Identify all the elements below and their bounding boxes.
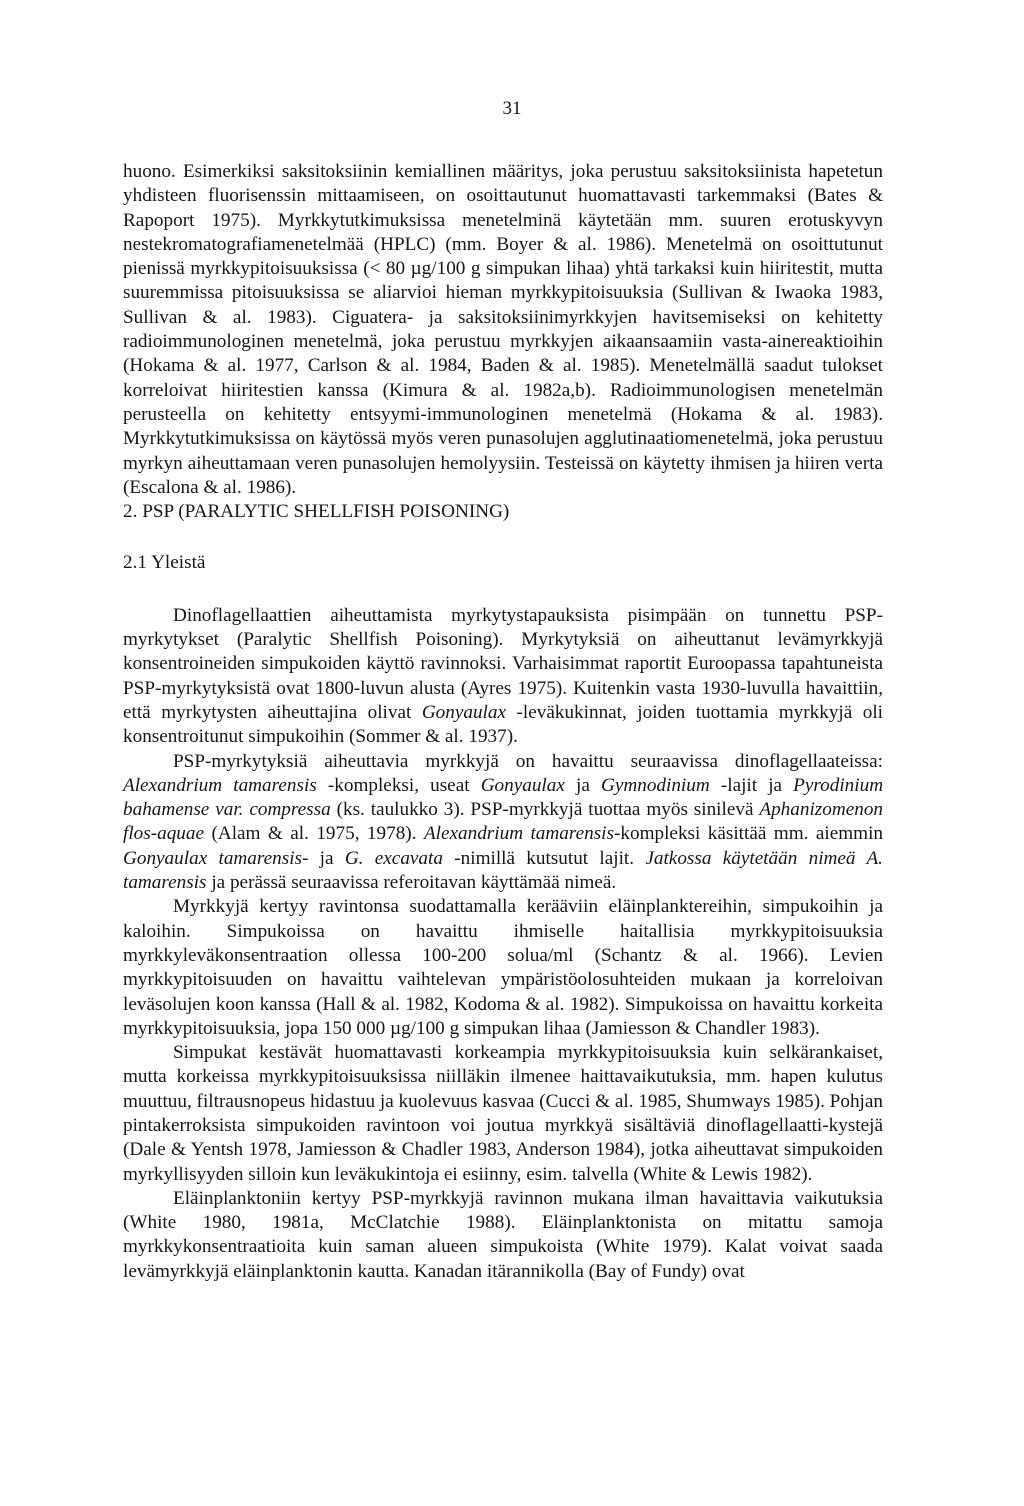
paragraph-text: ja [576, 774, 590, 796]
species-name: Pyrodinium bahamense var. compressa [123, 774, 884, 821]
paragraph-text: -nimillä kutsutut lajit. [454, 847, 635, 869]
document-body [123, 160, 883, 1284]
species-name: Jatkossa käytetään nimeä A. tamarensis [123, 847, 883, 894]
paragraph-text: Dinoflagellaattien aiheuttamista myrkytystapauksista pisimpään on tunnettu PSP-myrkytykset (Paralytic Shellfish Poisoning). Myrkytyksiä on aiheuttanut levämyrkkyjä konsentroineiden simpukoiden käyttö ravinnoksi. Varhaisimmat raportit Euroopassa tapahtuneista PSP-myrkytyksistä ovat 1800-luvun alusta (Ayres 1975). Kuitenkin vasta 1930-luvulla havaittiin, että myrkytysten aiheuttajina olivat [123, 604, 883, 723]
species-name: G. excavata [344, 847, 443, 869]
paragraph-text: -leväkukinnat, joiden tuottamia myrkkyjä oli konsentroitunut simpukoihin (Sommer & al. 1937). [123, 701, 884, 748]
paragraph-text: (Alam & al. 1975, 1978). [211, 823, 417, 845]
species-name: Gonyaulax [421, 701, 507, 723]
paragraph-accumulation: Myrkkyjä kertyy ravintonsa suodattamalla kerääviin eläinplanktereihin, simpukoihin ja kaloihin. Simpukoissa on havaittu ihmiselle haitallisia myrkkypitoisuuksia myrkkyleväkonsentraation ollessa 100-200 solua/ml (Schantz & al. 1966). Levien myrkkypitoisuuden on havaittu vaihtelevan ympäristöolosuhteiden mukaan ja korreloivan leväsolujen koon kanssa (Hall & al. 1982, Kodoma & al. 1982). Simpukoissa on havaittu korkeita myrkkypitoisuuksia, jopa 150 000 µg/100 g simpukan lihaa (Jamiesson & Chandler 1983). [123, 896, 883, 1039]
paragraph-text: -kompleksi, useat [327, 774, 470, 796]
paragraph-text: - ja [302, 847, 334, 869]
paragraph-continued: huono. Esimerkiksi saksitoksiinin kemiallinen määritys, joka perustuu saksitoksiinista hapetetun yhdisteen fluorisenssin mittaamiseen, on osoittautunut huomattavasti tarkemmaksi (Bates & Rapoport 1975). Myrkkytutkimuksissa menetelminä käytetään mm. suuren erotuskyvyn nestekromatografiamenetelmää (HPLC) (mm. Boyer & al. 1986). Menetelmä on osoittutunut pienissä myrkkypitoisuuksissa (< 80 µg/100 g simpukan lihaa) yhtä tarkaksi kuin hiiritestit, mutta suuremmissa pitoisuuksissa se aliarvioi hieman myrkkypitoisuuksia (Sullivan & Iwaoka 1983, Sullivan & al. 1983). Ciguatera- ja saksitoksiinimyrkkyjen havitsemiseksi on kehitetty radioimmunologinen menetelmä, joka perustuu myrkkyjen aikaansaamiin vasta-ainereaktioihin (Hokama & al. 1977, Carlson & al. 1984, Baden & al. 1985). Menetelmällä saadut tulokset korreloivat hiiritestien kanssa (Kimura & al. 1982a,b). Radioimmunologisen menetelmän perusteella on kehitetty entsyymi-immunologinen menetelmä (Hokama & al. 1983). Myrkkytutkimuksissa on käytössä myös veren punasolujen agglutinaatiomenetelmä, joka perustuu myrkyn aiheuttamaan veren punasolujen hemolyysiin. Testeissä on käytetty ihmisen ja hiiren verta (Escalona & al. 1986). [123, 161, 883, 498]
subsection-heading: 2.1 Yleistä [123, 552, 206, 574]
species-name: Alexandrium tamarensis [423, 823, 614, 845]
paragraph-shellfish: Simpukat kestävät huomattavasti korkeampia myrkkypitoisuuksia kuin selkärankaiset, mutta korkeissa myrkkypitoisuuksissa niilläkin ilmenee haittavaikutuksia, mm. hapen kulutus muuttuu, filtrausnopeus hidastuu ja kuolevuus kasvaa (Cucci & al. 1985, Shumways 1985). Pohjan pintakerroksista simpukoiden ravintoon voi joutua myrkkyä sisältäviä dinoflagellaatti-kystejä (Dale & Yentsh 1978, Jamiesson & Chadler 1983, Anderson 1984), jotka aiheuttavat simpukoiden myrkyllisyyden silloin kun leväkukintoja ei esiinny, esim. talvella (White & Lewis 1982). [123, 1042, 883, 1185]
paragraph-text: -lajit ja [720, 774, 783, 796]
paragraph-zooplankton: Eläinplanktoniin kertyy PSP-myrkkyjä ravinnon mukana ilman havaittavia vaikutuksia (White 1980, 1981a, McClatchie 1988). Eläinplanktonista on mitattu samoja myrkkykonsentraatioita kuin saman alueen simpukoista (White 1979). Kalat voivat saada levämyrkkyjä eläinplanktonin kautta. Kanadan itärannikolla (Bay of Fundy) ovat [123, 1187, 883, 1282]
paragraph-intro [123, 604, 883, 750]
species-name: Gonyaulax [480, 774, 565, 796]
species-name: Alexandrium tamarensis [123, 774, 317, 796]
paragraph-species [123, 750, 883, 896]
species-name: Gonyaulax tamarensis [123, 847, 302, 869]
paragraph-text: (ks. taulukko 3). PSP-myrkkyjä tuottaa myös sinilevä [336, 799, 754, 821]
section-heading: 2. PSP (PARALYTIC SHELLFISH POISONING) [123, 501, 510, 523]
paragraph-text: -kompleksi käsittää mm. aiemmin [614, 823, 884, 845]
species-name: Aphanizomenon flos-aquae [123, 799, 884, 845]
paragraph-text: ja perässä seuraavissa referoitavan käyttämää nimeä. [211, 872, 617, 894]
page-number: 31 [502, 98, 522, 119]
species-name: Gymnodinium [601, 774, 710, 796]
paragraph-text: PSP-myrkytyksiä aiheuttavia myrkkyjä on havaittu seuraavissa dinoflagellaateissa: [173, 750, 883, 772]
